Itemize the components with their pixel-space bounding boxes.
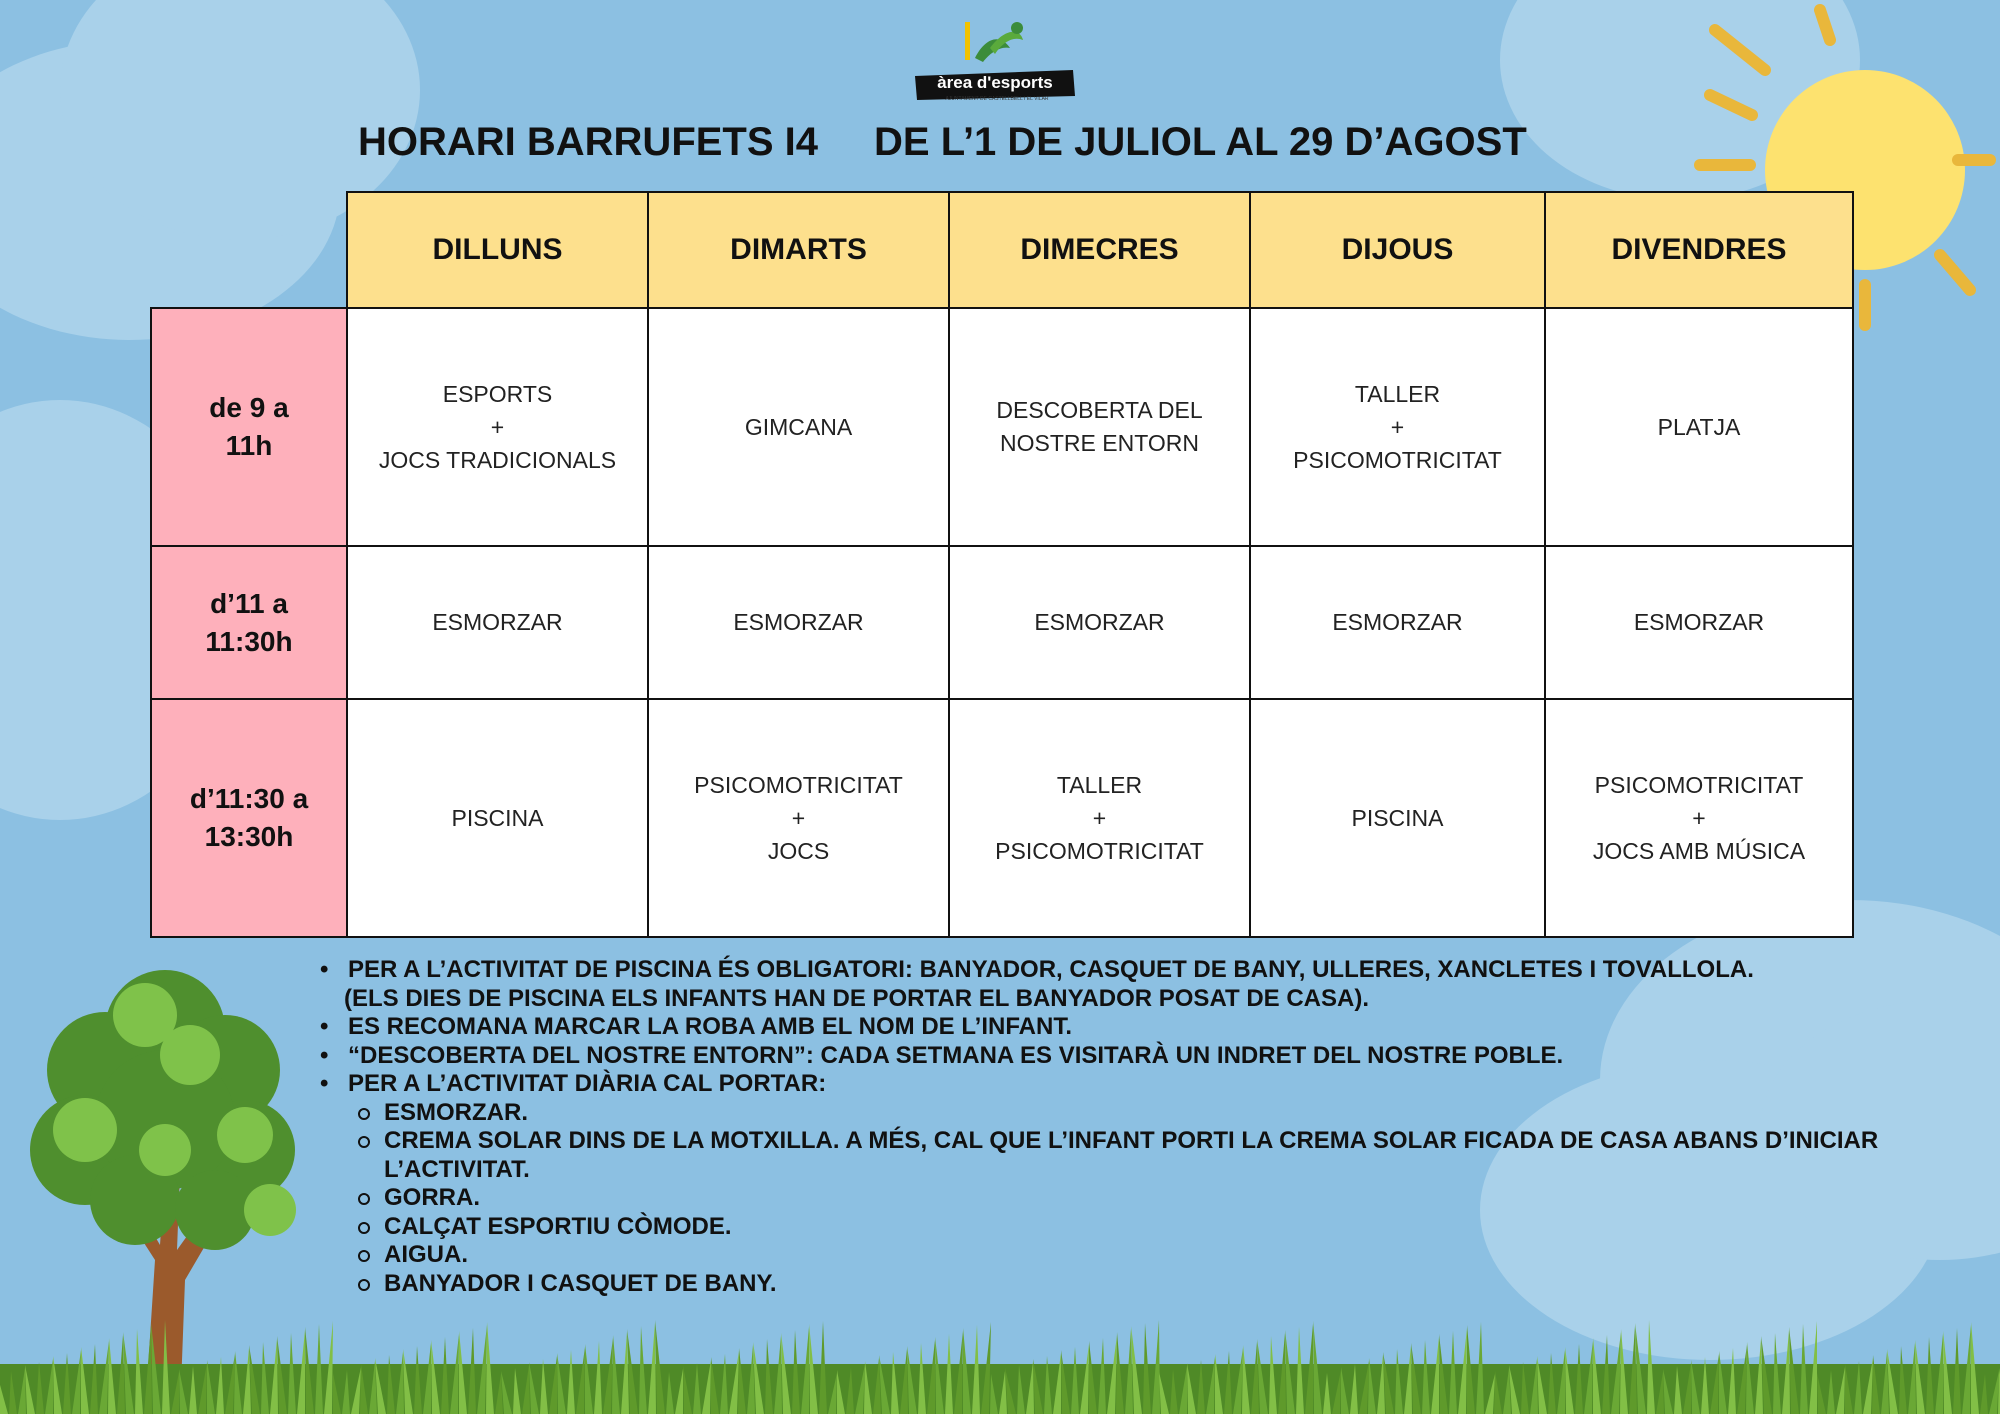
activity-cell — [949, 546, 1250, 699]
note-item: • ES RECOMANA MARCAR LA ROBA AMB EL NOM DE L’INFANT. — [320, 1013, 1880, 1042]
activity-line: DESCOBERTA DEL — [996, 397, 1203, 423]
note-item — [320, 956, 1880, 1013]
activity-cell — [648, 699, 949, 937]
activity-cell — [1250, 699, 1545, 937]
activity-line: PLATJA — [1657, 413, 1741, 440]
logo-graphic — [905, 18, 1085, 108]
logo-text: àrea d'esports — [937, 73, 1053, 92]
activity-cell — [648, 546, 949, 699]
activity-cell — [648, 308, 949, 546]
logo-subtitle: AJUNTAMENT DE CASTELLBELL I EL VILAR — [945, 96, 1049, 102]
time-line: d’11 a — [210, 587, 288, 619]
bring-item: GORRA. — [350, 1184, 1880, 1213]
activity-line: ESMORZAR — [733, 609, 864, 635]
activity-line: + — [791, 804, 806, 831]
activity-cell — [1545, 546, 1853, 699]
grass-illustration — [0, 1304, 2000, 1414]
note-item: • PER A L’ACTIVITAT DIÀRIA CAL PORTAR: — [320, 1070, 1880, 1099]
time-slot — [151, 308, 347, 546]
activity-cell — [347, 546, 648, 699]
activity-line: ESMORZAR — [432, 609, 563, 635]
activity-cell — [1545, 699, 1853, 937]
activity-line: NOSTRE ENTORN — [1000, 430, 1199, 456]
bring-list — [350, 1099, 1880, 1299]
activity-line: ESPORTS — [442, 380, 553, 407]
activity-cell — [1250, 308, 1545, 546]
activity-line: JOCS AMB MÚSICA — [1592, 837, 1806, 864]
activity-cell — [347, 308, 648, 546]
area-esports-logo — [905, 18, 1085, 108]
activity-cell — [347, 699, 648, 937]
activity-line: PISCINA — [451, 804, 544, 831]
notes-list — [320, 956, 1880, 1298]
activity-line: + — [1692, 804, 1706, 831]
note-line: (ELS DIES DE PISCINA ELS INFANTS HAN DE PORTAR EL BANYADOR POSAT DE CASA). — [344, 984, 1369, 1012]
activity-line: ESMORZAR — [1332, 609, 1463, 635]
day-header: DIVENDRES — [1545, 192, 1853, 308]
bring-item: BANYADOR I CASQUET DE BANY. — [350, 1270, 1880, 1299]
header-row — [151, 192, 1853, 308]
day-header: DIJOUS — [1250, 192, 1545, 308]
title-group: HORARI BARRUFETS I4 — [358, 120, 819, 164]
activity-line: GIMCANA — [744, 413, 853, 440]
time-line: de 9 a — [209, 392, 289, 423]
activity-line: ESMORZAR — [1034, 609, 1165, 635]
activity-line: PSICOMOTRICITAT — [1594, 771, 1804, 798]
activity-cell — [1250, 546, 1545, 699]
activity-cell — [949, 699, 1250, 937]
day-header: DIMECRES — [949, 192, 1250, 308]
activity-line: + — [1390, 413, 1405, 440]
activity-line: PSICOMOTRICITAT — [1293, 446, 1502, 473]
activity-line: PSICOMOTRICITAT — [995, 837, 1204, 864]
note-line: • PER A L’ACTIVITAT DE PISCINA ÉS OBLIGATORI: BANYADOR, CASQUET DE BANY, ULLERES, XANCLETES I TOVALLOLA. — [348, 956, 1754, 983]
day-header: DIMARTS — [648, 192, 949, 308]
time-line: 13:30h — [204, 821, 294, 852]
bring-item: ESMORZAR. — [350, 1099, 1880, 1128]
activity-line: JOCS TRADICIONALS — [378, 446, 617, 473]
schedule-row — [151, 308, 1853, 546]
day-header: DILLUNS — [347, 192, 648, 308]
bring-item: CALÇAT ESPORTIU CÒMODE. — [350, 1213, 1880, 1242]
activity-line: JOCS — [767, 837, 830, 864]
time-line: 11:30h — [205, 625, 293, 657]
activity-line: PSICOMOTRICITAT — [694, 771, 903, 798]
time-slot — [151, 546, 347, 699]
note-item: • “DESCOBERTA DEL NOSTRE ENTORN”: CADA SETMANA ES VISITARÀ UN INDRET DEL NOSTRE POBLE. — [320, 1042, 1880, 1071]
schedule-table — [150, 191, 1854, 938]
page-title — [358, 120, 1527, 165]
activity-cell — [1545, 308, 1853, 546]
schedule-row — [151, 546, 1853, 699]
time-slot — [151, 699, 347, 937]
corner-cell — [151, 192, 347, 308]
activity-line: + — [490, 413, 505, 440]
activity-line: TALLER — [1056, 771, 1143, 798]
time-line: 11h — [225, 430, 273, 461]
bring-item: CREMA SOLAR DINS DE LA MOTXILLA. A MÉS, CAL QUE L’INFANT PORTI LA CREMA SOLAR FICADA DE CASA ABANS D’INICIAR L’ACTIVITAT. — [350, 1127, 1884, 1184]
title-dates: DE L’1 DE JULIOL AL 29 D’AGOST — [874, 120, 1527, 164]
time-line: d’11:30 a — [189, 783, 309, 814]
bring-item: AIGUA. — [350, 1241, 1880, 1270]
schedule-row — [151, 699, 1853, 937]
activity-line: ESMORZAR — [1633, 609, 1765, 635]
activity-line: TALLER — [1354, 380, 1441, 407]
activity-line: PISCINA — [1351, 804, 1444, 831]
activity-cell — [949, 308, 1250, 546]
activity-line: + — [1092, 804, 1107, 831]
